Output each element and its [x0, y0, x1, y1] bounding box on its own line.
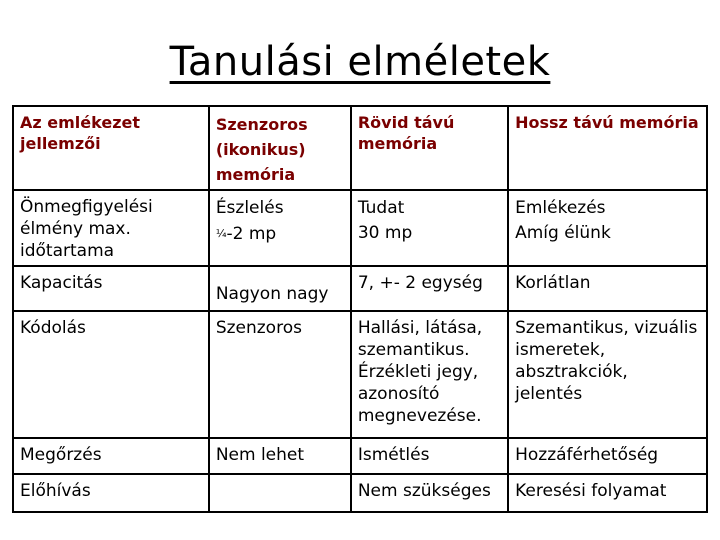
- cell-sensory-retention: Nem lehet: [209, 438, 351, 474]
- cell-sensory-duration: [209, 190, 351, 266]
- cell-short-capacity: 7, +- 2 egység: [351, 266, 508, 311]
- cell-long-encoding: Szemantikus, vizuális ismeretek, absztrakciók, jelentés: [508, 311, 707, 438]
- row-label-retention: Megőrzés: [13, 438, 209, 474]
- cell-line: Tudat: [357, 198, 405, 218]
- cell-short-encoding: Hallási, látása, szemantikus. Érzékleti jegy, azonosító megnevezése.: [351, 311, 508, 438]
- cell-sensory-capacity: Nagyon nagy: [209, 266, 351, 311]
- table-row: [13, 474, 707, 512]
- table-header-row: [13, 106, 707, 190]
- cell-long-retrieval: Keresési folyamat: [508, 474, 707, 512]
- fraction: ¼: [215, 227, 227, 240]
- cell-long-duration: [508, 190, 707, 266]
- cell-short-retrieval: Nem szükséges: [351, 474, 508, 512]
- cell-short-retention: Ismétlés: [351, 438, 508, 474]
- memory-comparison-table: [12, 105, 708, 513]
- cell-sensory-encoding: Szenzoros: [209, 311, 351, 438]
- header-memory-characteristics: Az emlékezet jellemzői: [13, 106, 209, 190]
- cell-line: Emlékezés: [515, 198, 606, 218]
- table-row: [13, 438, 707, 474]
- cell-text: -2 mp: [226, 224, 277, 244]
- cell-short-duration: [351, 190, 508, 266]
- row-label-encoding: Kódolás: [13, 311, 209, 438]
- cell-line: Amíg élünk: [515, 223, 611, 243]
- cell-long-retention: Hozzáférhetőség: [508, 438, 707, 474]
- header-short-term-memory: Rövid távú memória: [351, 106, 508, 190]
- row-label-retrieval: Előhívás: [13, 474, 209, 512]
- page-title: Tanulási elméletek: [169, 39, 551, 85]
- table-row: [13, 266, 707, 311]
- cell-line: 30 mp: [357, 223, 413, 243]
- cell-long-capacity: Korlátlan: [508, 266, 707, 311]
- row-label-capacity: Kapacitás: [13, 266, 209, 311]
- header-sensory-memory: Szenzoros (ikonikus) memória: [209, 106, 351, 190]
- row-label-duration: Önmegfigyelési élmény max. időtartama: [13, 190, 209, 266]
- cell-sensory-retrieval: [209, 474, 351, 512]
- header-long-term-memory: Hossz távú memória: [508, 106, 707, 190]
- cell-line: Észlelés: [215, 198, 284, 218]
- table-row: [13, 190, 707, 266]
- table-row: [13, 311, 707, 438]
- cell-line: [216, 221, 344, 247]
